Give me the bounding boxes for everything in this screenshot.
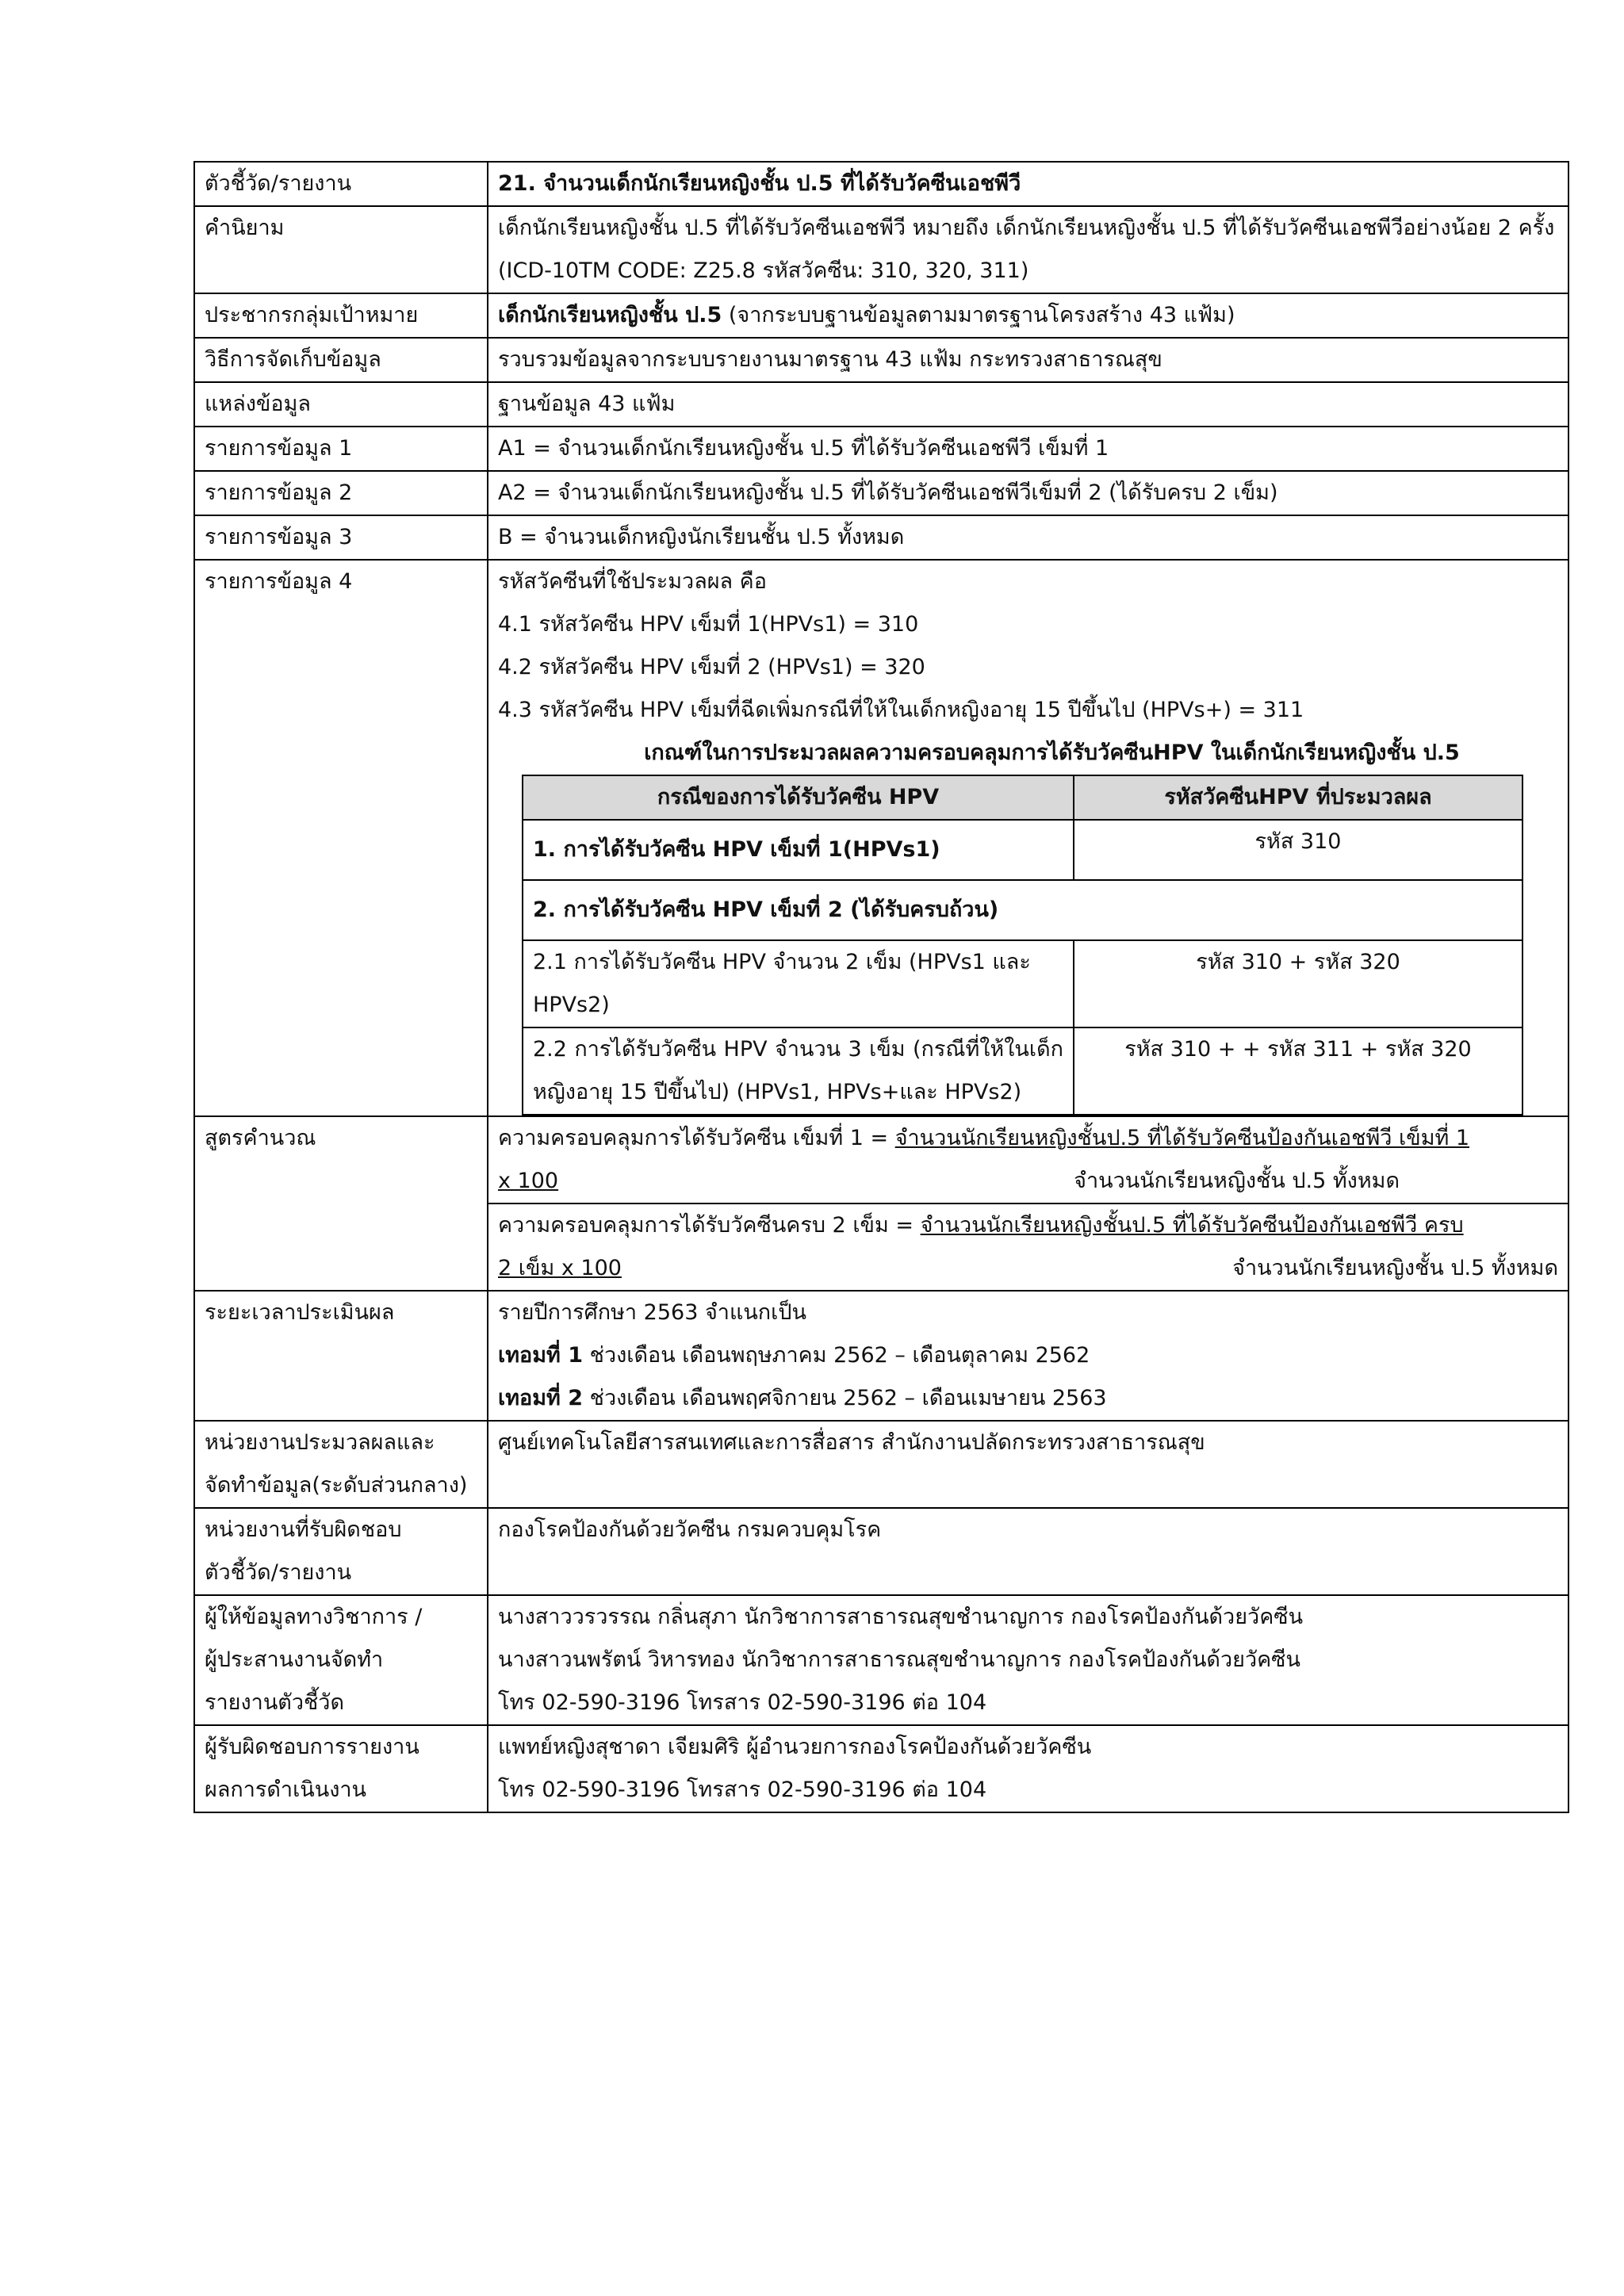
label-indicator: ตัวชี้วัด/รายงาน: [194, 162, 488, 206]
period-term1: [498, 1334, 1558, 1377]
value-contact: [488, 1595, 1568, 1725]
term1-label: เทอมที่ 1: [498, 1343, 584, 1368]
label-item2: รายการข้อมูล 2: [194, 471, 488, 515]
formula-1-multiplier: x 100: [498, 1169, 559, 1193]
value-item3: B = จำนวนเด็กหญิงนักเรียนชั้น ป.5 ทั้งหมด: [488, 515, 1568, 560]
criteria-title: เกณฑ์ในการประมวลผลความครอบคลุมการได้รับวัคซีนHPV ในเด็กนักเรียนหญิงชั้น ป.5: [644, 740, 1460, 765]
formula-2-bottom: [498, 1247, 1558, 1290]
criteria-case-2: 2. การได้รับวัคซีน HPV เข็มที่ 2 (ได้รับครบถ้วน): [523, 880, 1522, 940]
row-processor: [194, 1421, 1568, 1508]
reporter-line2: โทร 02-590-3196 โทรสาร 02-590-3196 ต่อ 104: [498, 1777, 987, 1802]
formula-2-multiplier: 2 เข็ม x 100: [498, 1256, 622, 1280]
formula-2-denominator: จำนวนนักเรียนหญิงชั้น ป.5 ทั้งหมด: [1232, 1256, 1558, 1280]
responsible-label-1: หน่วยงานที่รับผิดชอบ: [205, 1517, 402, 1542]
term2-label: เทอมที่ 2: [498, 1386, 584, 1410]
value-target: [488, 293, 1568, 338]
period-term2: [498, 1377, 1558, 1420]
criteria-code-1: รหัส 310: [1074, 820, 1522, 880]
value-reporter: [488, 1725, 1568, 1812]
value-processor: ศูนย์เทคโนโลยีสารสนเทศและการสื่อสาร สำนักงานปลัดกระทรวงสาธารณสุข: [488, 1421, 1568, 1508]
criteria-header-code: รหัสวัคซีนHPV ที่ประมวลผล: [1074, 775, 1522, 820]
reporter-line1: แพทย์หญิงสุชาดา เจียมศิริ ผู้อำนวยการกองโรคป้องกันด้วยวัคซีน: [498, 1735, 1092, 1759]
reporter-label-2: ผลการดำเนินงาน: [205, 1777, 367, 1802]
period-line1: รายปีการศึกษา 2563 จำแนกเป็น: [498, 1300, 806, 1325]
reporter-label-1: ผู้รับผิดชอบการรายงาน: [205, 1735, 419, 1759]
formula-1-denominator: จำนวนนักเรียนหญิงชั้น ป.5 ทั้งหมด: [1074, 1169, 1400, 1193]
label-period: ระยะเวลาประเมินผล: [194, 1291, 488, 1421]
contact-label-1: ผู้ให้ข้อมูลทางวิชาการ /: [205, 1605, 423, 1629]
value-item4: [488, 560, 1568, 1116]
label-item4: รายการข้อมูล 4: [194, 560, 488, 1116]
row-period: [194, 1291, 1568, 1421]
criteria-code-2-1: รหัส 310 + รหัส 320: [1074, 940, 1522, 1027]
label-formula: สูตรคำนวณ: [194, 1116, 488, 1291]
target-bold: เด็กนักเรียนหญิงชั้น ป.5: [498, 303, 722, 327]
criteria-case-2-2: 2.2 การได้รับวัคซีน HPV จำนวน 3 เข็ม (กรณีที่ให้ในเด็กหญิงอายุ 15 ปีขึ้นไป) (HPVs1, HPVs+และ HPVs2): [523, 1027, 1074, 1115]
formula-2-line: [498, 1204, 1558, 1247]
label-item3: รายการข้อมูล 3: [194, 515, 488, 560]
contact-line3: โทร 02-590-3196 โทรสาร 02-590-3196 ต่อ 104: [498, 1690, 987, 1715]
formula-1-line: [498, 1117, 1558, 1160]
formula-1-prefix: ความครอบคลุมการได้รับวัคซีน เข็มที่ 1 =: [498, 1126, 895, 1150]
criteria-header-case: กรณีของการได้รับวัคซีน HPV: [523, 775, 1074, 820]
row-formula-1: [194, 1116, 1568, 1203]
label-source: แหล่งข้อมูล: [194, 382, 488, 427]
item4-line3: 4.3 รหัสวัคซีน HPV เข็มที่ฉีดเพิ่มกรณีที่ให้ในเด็กหญิงอายุ 15 ปีขึ้นไป (HPVs+) = 311: [498, 698, 1304, 722]
value-responsible: กองโรคป้องกันด้วยวัคซีน กรมควบคุมโรค: [488, 1508, 1568, 1595]
criteria-row: [523, 880, 1522, 940]
label-contact: [194, 1595, 488, 1725]
label-responsible: [194, 1508, 488, 1595]
contact-line2: นางสาวนพรัตน์ วิหารทอง นักวิชาการสาธารณสุขชำนาญการ กองโรคป้องกันด้วยวัคซีน: [498, 1647, 1300, 1672]
label-collection: วิธีการจัดเก็บข้อมูล: [194, 338, 488, 382]
criteria-row: [523, 1027, 1522, 1115]
item4-intro: รหัสวัคซีนที่ใช้ประมวลผล คือ: [498, 569, 767, 594]
criteria-row: [523, 820, 1522, 880]
row-item3: [194, 515, 1568, 560]
row-target: [194, 293, 1568, 338]
label-item1: รายการข้อมูล 1: [194, 427, 488, 471]
criteria-code-2-2: รหัส 310 + + รหัส 311 + รหัส 320: [1074, 1027, 1522, 1115]
row-responsible: [194, 1508, 1568, 1595]
row-reporter: [194, 1725, 1568, 1812]
target-rest: (จากระบบฐานข้อมูลตามมาตรฐานโครงสร้าง 43 แฟ้ม): [722, 303, 1235, 327]
label-processor: [194, 1421, 488, 1508]
label-reporter: [194, 1725, 488, 1812]
row-collection: [194, 338, 1568, 382]
row-definition: [194, 206, 1568, 293]
responsible-label-2: ตัวชี้วัด/รายงาน: [205, 1560, 352, 1585]
contact-label-3: รายงานตัวชี้วัด: [205, 1690, 345, 1715]
indicator-table: [193, 161, 1569, 1813]
row-source: [194, 382, 1568, 427]
processor-label-2: จัดทำข้อมูล(ระดับส่วนกลาง): [205, 1473, 468, 1498]
formula-1: [488, 1116, 1568, 1203]
criteria-row: [523, 940, 1522, 1027]
label-target: ประชากรกลุ่มเป้าหมาย: [194, 293, 488, 338]
value-period: [488, 1291, 1568, 1421]
formula-1-numerator: จำนวนนักเรียนหญิงชั้นป.5 ที่ได้รับวัคซีนป้องกันเอชพีวี เข็มที่ 1: [894, 1126, 1470, 1150]
criteria-table: [522, 775, 1523, 1115]
value-item2: A2 = จำนวนเด็กนักเรียนหญิงชั้น ป.5 ที่ได้รับวัคซีนเอชพีวีเข็มที่ 2 (ได้รับครบ 2 เข็ม): [488, 471, 1568, 515]
contact-line1: นางสาววรวรรณ กลิ่นสุภา นักวิชาการสาธารณสุขชำนาญการ กองโรคป้องกันด้วยวัคซีน: [498, 1605, 1304, 1629]
value-definition: [488, 206, 1568, 293]
row-item4: [194, 560, 1568, 1116]
value-source: ฐานข้อมูล 43 แฟ้ม: [488, 382, 1568, 427]
row-indicator: [194, 162, 1568, 206]
formula-2-numerator: จำนวนนักเรียนหญิงชั้นป.5 ที่ได้รับวัคซีนป้องกันเอชพีวี ครบ: [920, 1213, 1464, 1238]
contact-label-2: ผู้ประสานงานจัดทำ: [205, 1647, 384, 1672]
term1-range: ช่วงเดือน เดือนพฤษภาคม 2562 – เดือนตุลาคม 2562: [583, 1343, 1090, 1368]
criteria-case-2-1: 2.1 การได้รับวัคซีน HPV จำนวน 2 เข็ม (HPVs1 และ HPVs2): [523, 940, 1074, 1027]
definition-text: เด็กนักเรียนหญิงชั้น ป.5 ที่ได้รับวัคซีนเอชพีวี หมายถึง เด็กนักเรียนหญิงชั้น ป.5 ที่ได้รับวัคซีนเอชพีวีอย่างน้อย 2 ครั้ง: [498, 216, 1555, 240]
processor-label-1: หน่วยงานประมวลผลและ: [205, 1430, 435, 1455]
label-definition: คำนิยาม: [194, 206, 488, 293]
row-item1: [194, 427, 1568, 471]
formula-2-prefix: ความครอบคลุมการได้รับวัคซีนครบ 2 เข็ม =: [498, 1213, 921, 1238]
criteria-case-1: 1. การได้รับวัคซีน HPV เข็มที่ 1(HPVs1): [523, 820, 1074, 880]
formula-1-bottom: [498, 1160, 1558, 1203]
item4-line1: 4.1 รหัสวัคซีน HPV เข็มที่ 1(HPVs1) = 310: [498, 612, 919, 637]
definition-code: (ICD-10TM CODE: Z25.8 รหัสวัคซีน: 310, 320, 311): [498, 258, 1029, 283]
term2-range: ช่วงเดือน เดือนพฤศจิกายน 2562 – เดือนเมษายน 2563: [583, 1386, 1107, 1410]
criteria-header-row: [523, 775, 1522, 820]
formula-2: [488, 1203, 1568, 1291]
value-collection: รวบรวมข้อมูลจากระบบรายงานมาตรฐาน 43 แฟ้ม กระทรวงสาธารณสุข: [488, 338, 1568, 382]
row-item2: [194, 471, 1568, 515]
value-indicator: 21. จำนวนเด็กนักเรียนหญิงชั้น ป.5 ที่ได้รับวัคซีนเอชพีวี: [488, 162, 1568, 206]
value-item1: A1 = จำนวนเด็กนักเรียนหญิงชั้น ป.5 ที่ได้รับวัคซีนเอชพีวี เข็มที่ 1: [488, 427, 1568, 471]
item4-line2: 4.2 รหัสวัคซีน HPV เข็มที่ 2 (HPVs1) = 320: [498, 655, 925, 679]
row-contact: [194, 1595, 1568, 1725]
